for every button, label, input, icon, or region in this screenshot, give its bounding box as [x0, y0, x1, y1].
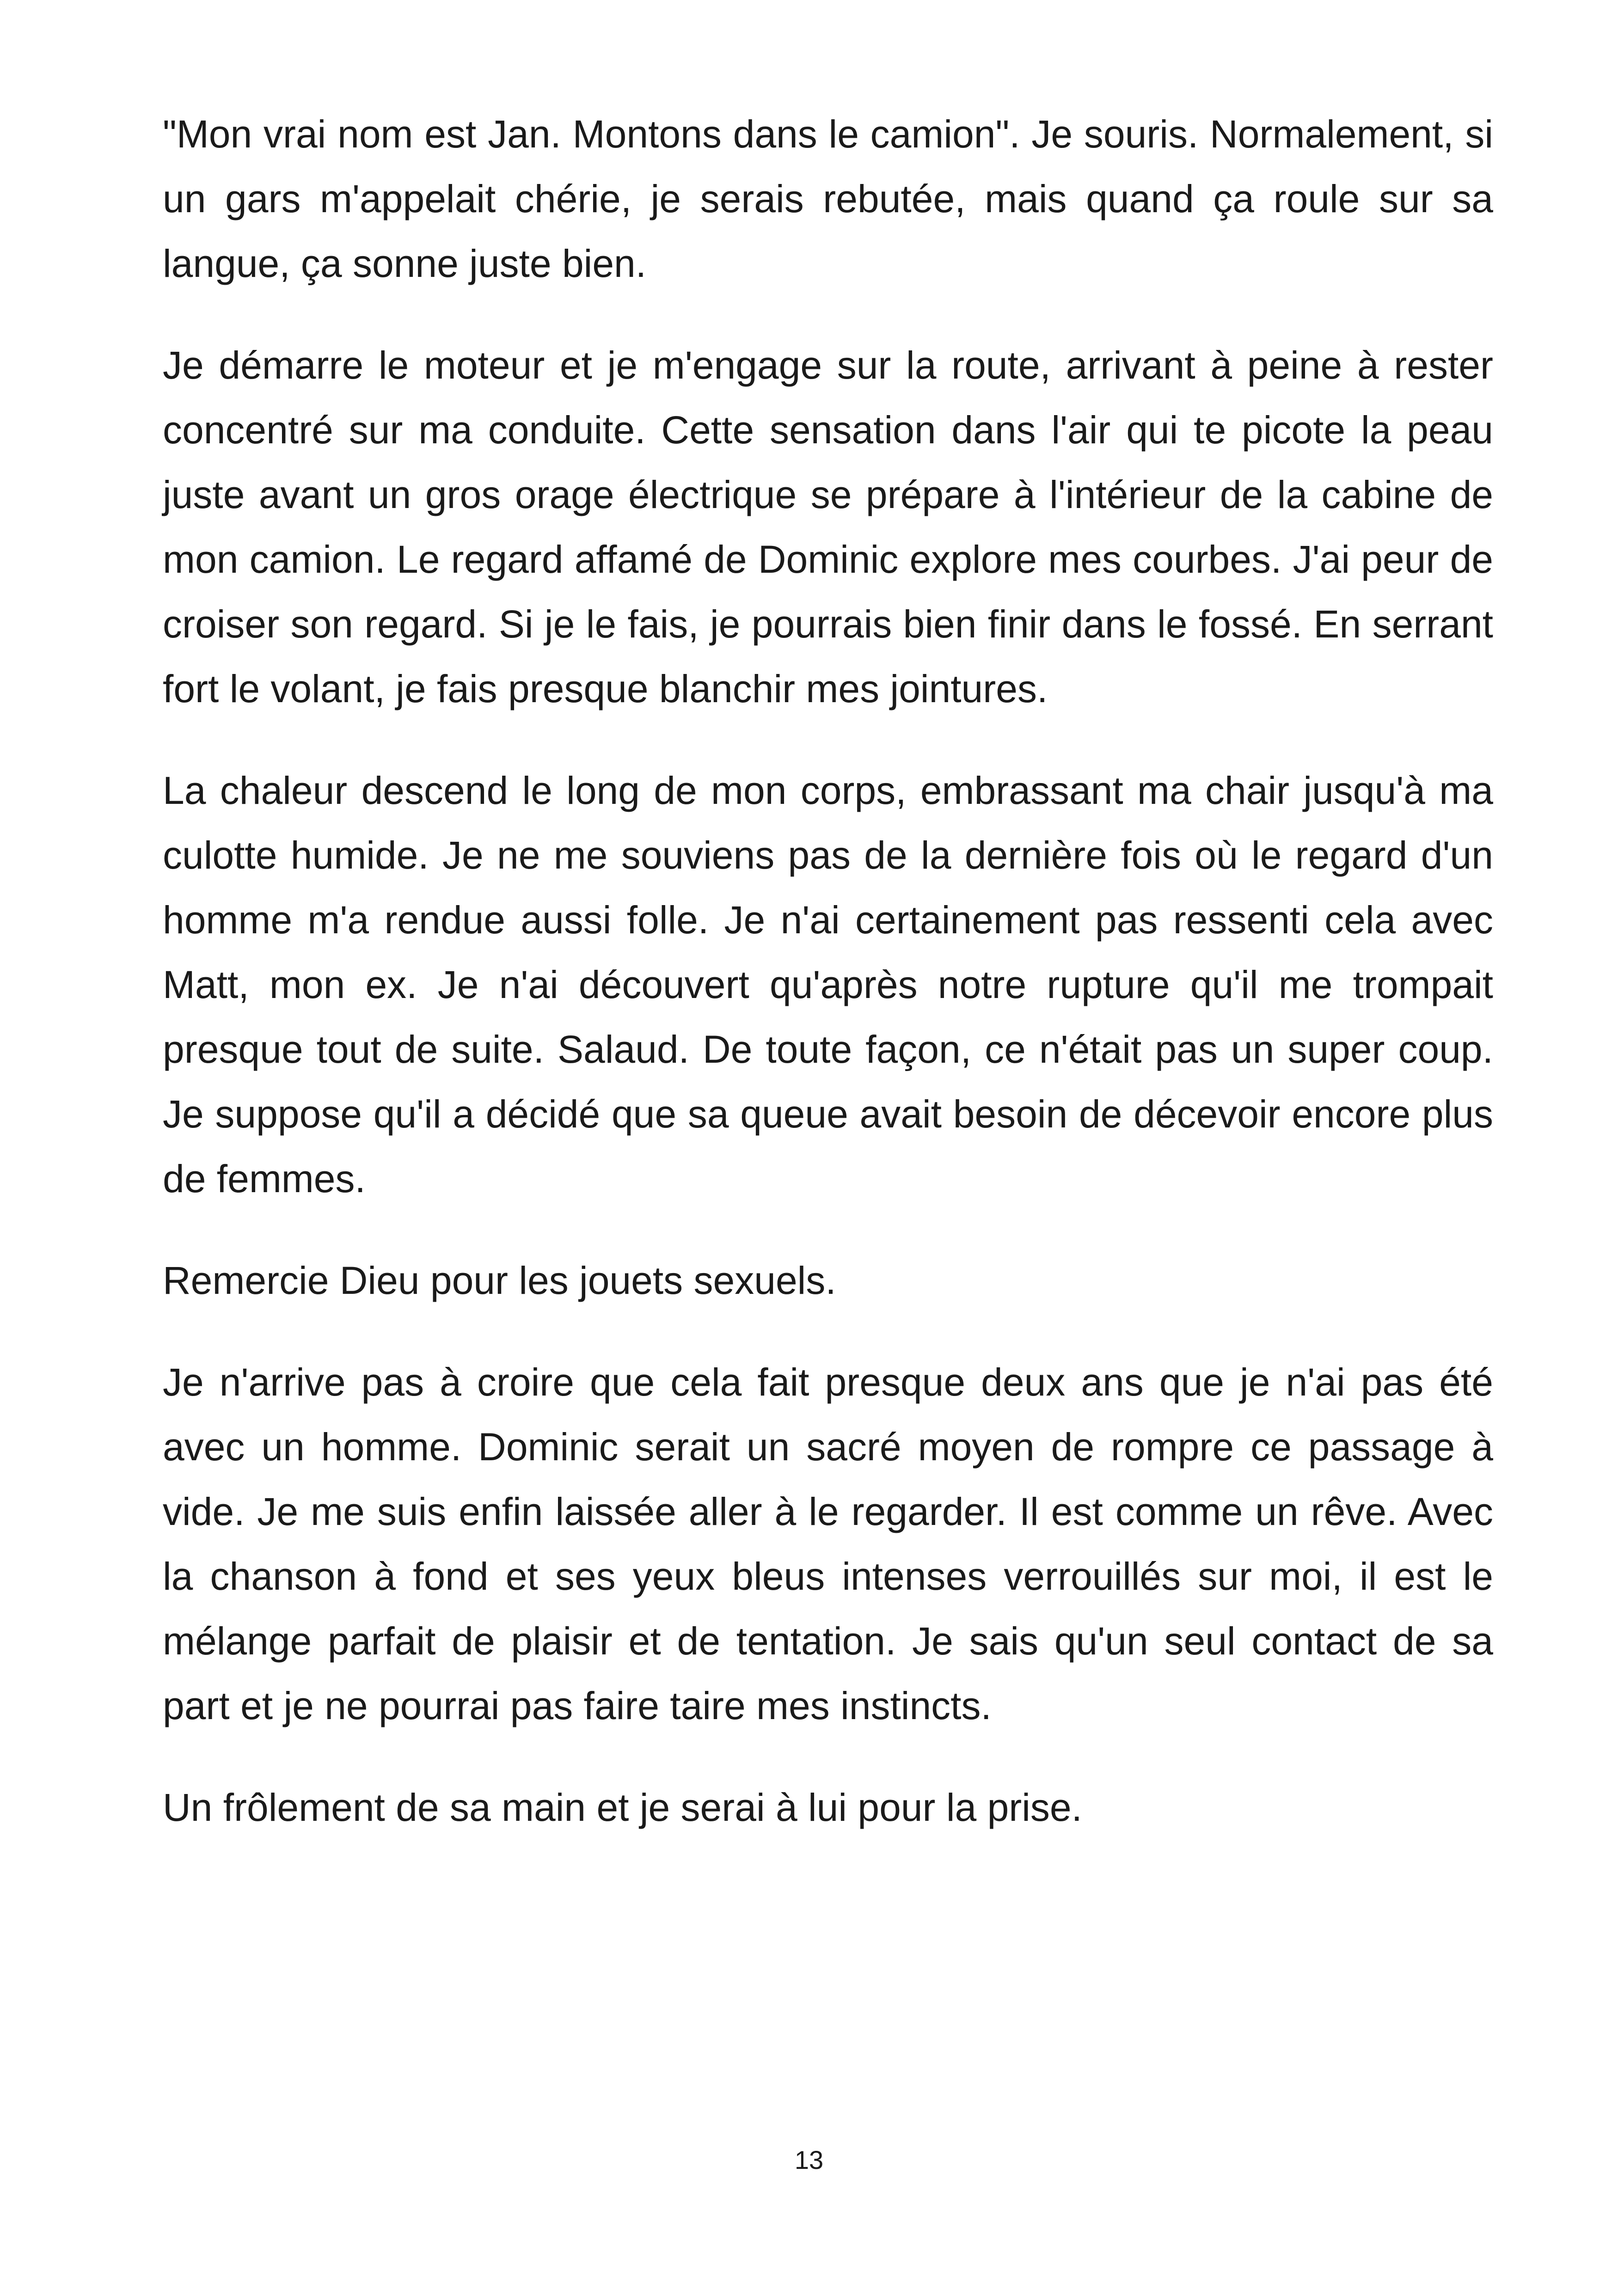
page-text-body [163, 102, 1493, 1877]
page-number: 13 [794, 2145, 824, 2174]
paragraph-4: Remercie Dieu pour les jouets sexuels. [163, 1259, 836, 1302]
paragraph-1: "Mon vrai nom est Jan. Montons dans le camion". Je souris. Normalement, si un gars m'appelait chérie, je serais rebutée, mais quand ça roule sur sa langue, ça sonne juste bien. [163, 112, 1493, 285]
paragraph-2: Je démarre le moteur et je m'engage sur la route, arrivant à peine à rester concentré sur ma conduite. Cette sensation dans l'air qui te picote la peau juste avant un gros orage électrique se prépare à l'intérieur de la cabine de mon camion. Le regard affamé de Dominic explore mes courbes. J'ai peur de croiser son regard. Si je le fais, je pourrais bien finir dans le fossé. En serrant fort le volant, je fais presque blanchir mes jointures. [163, 343, 1493, 710]
paragraph-5: Je n'arrive pas à croire que cela fait presque deux ans que je n'ai pas été avec un homme. Dominic serait un sacré moyen de rompre ce passage à vide. Je me suis enfin laissée aller à le regarder. Il est comme un rêve. Avec la chanson à fond et ses yeux bleus intenses verrouillés sur moi, il est le mélange parfait de plaisir et de tentation. Je sais qu'un seul contact de sa part et je ne pourrai pas faire taire mes instincts. [163, 1360, 1493, 1727]
paragraph-6: Un frôlement de sa main et je serai à lui pour la prise. [163, 1786, 1082, 1829]
paragraph-3: La chaleur descend le long de mon corps, embrassant ma chair jusqu'à ma culotte humide. Je ne me souviens pas de la dernière fois où le regard d'un homme m'a rendue aussi folle. Je n'ai certainement pas ressenti cela avec Matt, mon ex. Je n'ai découvert qu'après notre rupture qu'il me trompait presque tout de suite. Salaud. De toute façon, ce n'était pas un super coup. Je suppose qu'il a décidé que sa queue avait besoin de décevoir encore plus de femmes. [163, 769, 1493, 1200]
